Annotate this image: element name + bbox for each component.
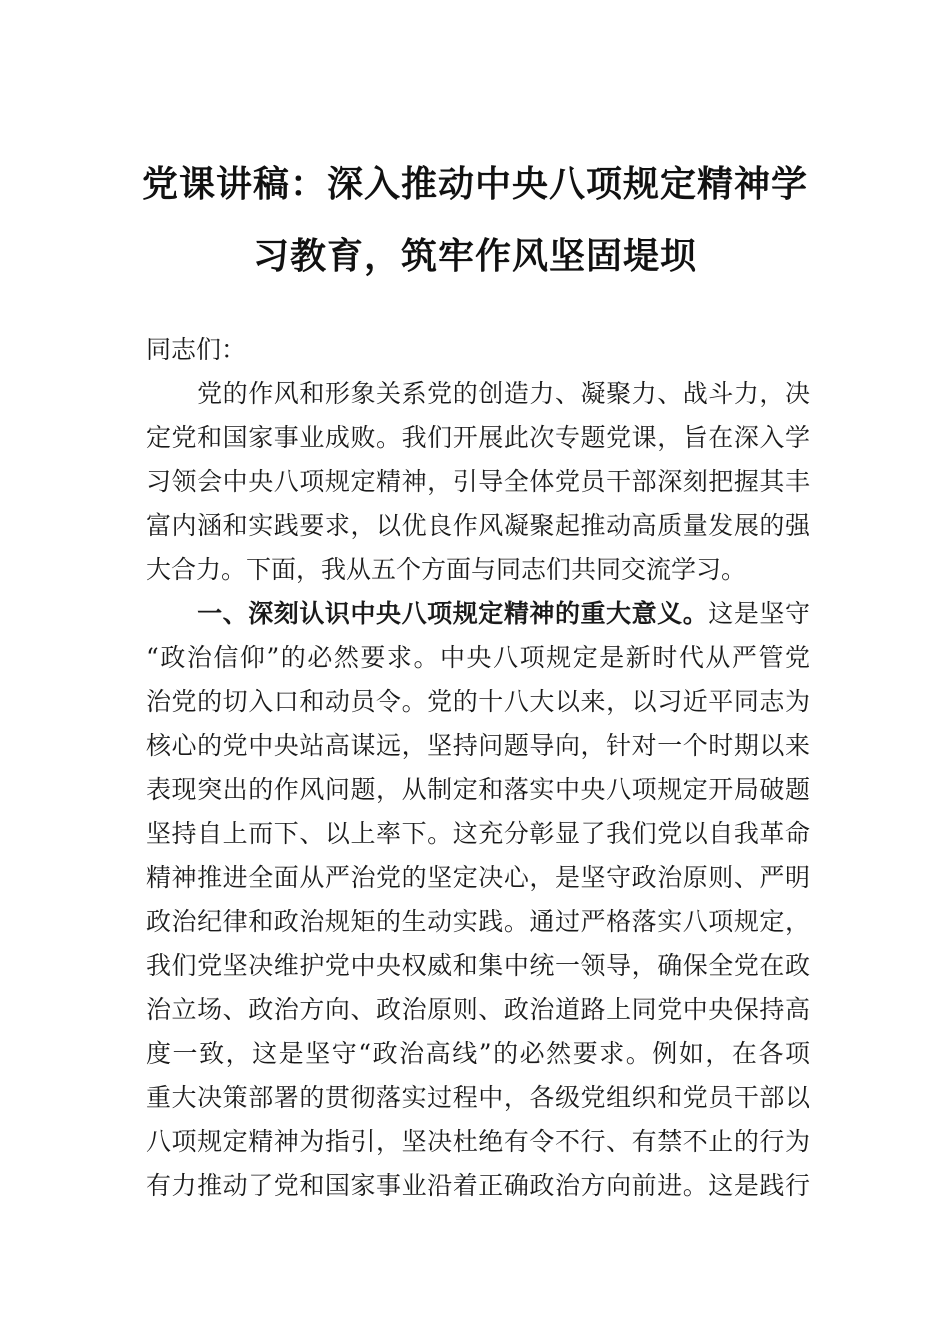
- section-heading: 一、深刻认识中央八项规定精神的重大意义。: [146, 599, 709, 628]
- document-body: [146, 328, 810, 1208]
- paragraph-line: 定党和国家事业成败。我们开展此次专题党课，旨在深入学: [146, 423, 810, 452]
- document-title: [100, 148, 850, 292]
- section-heading-line: [146, 592, 810, 636]
- paragraph-line: 八项规定精神为指引，坚决杜绝有令不行、有禁不止的行为: [146, 1127, 810, 1156]
- paragraph-line: 习领会中央八项规定精神，引导全体党员干部深刻把握其丰: [146, 467, 810, 496]
- paragraph-line: 重大决策部署的贯彻落实过程中，各级党组织和党员干部以: [146, 1083, 810, 1112]
- paragraph-line: 富内涵和实践要求，以优良作风凝聚起推动高质量发展的强: [146, 511, 810, 540]
- title-line-2: 习教育，筑牢作风坚固堤坝: [252, 235, 697, 277]
- section-heading-continuation: 这是坚守: [708, 599, 810, 628]
- paragraph-line: 党的作风和形象关系党的创造力、凝聚力、战斗力，决: [146, 379, 810, 408]
- paragraph-line: 我们党坚决维护党中央权威和集中统一领导，确保全党在政: [146, 951, 810, 980]
- paragraph-line: 治党的切入口和动员令。党的十八大以来，以习近平同志为: [146, 687, 810, 716]
- paragraph-line: 治立场、政治方向、政治原则、政治道路上同党中央保持高: [146, 995, 810, 1024]
- paragraph-line: 核心的党中央站高谋远，坚持问题导向，针对一个时期以来: [146, 731, 810, 760]
- paragraph-line: 度一致，这是坚守“政治高线”的必然要求。例如，在各项: [146, 1039, 810, 1068]
- paragraph-line: “政治信仰”的必然要求。中央八项规定是新时代从严管党: [146, 643, 810, 672]
- paragraph-line: 政治纪律和政治规矩的生动实践。通过严格落实八项规定，: [146, 907, 810, 936]
- paragraph-line: 有力推动了党和国家事业沿着正确政治方向前进。这是践行: [146, 1171, 810, 1200]
- paragraph-line: 大合力。下面，我从五个方面与同志们共同交流学习。: [146, 555, 747, 584]
- paragraph-line: 表现突出的作风问题，从制定和落实中央八项规定开局破题: [146, 775, 810, 804]
- salutation: 同志们：: [146, 335, 247, 364]
- title-line-1: 党课讲稿：深入推动中央八项规定精神学: [141, 163, 808, 205]
- paragraph-line: 精神推进全面从严治党的坚定决心，是坚守政治原则、严明: [146, 863, 810, 892]
- paragraph-line: 坚持自上而下、以上率下。这充分彰显了我们党以自我革命: [146, 819, 810, 848]
